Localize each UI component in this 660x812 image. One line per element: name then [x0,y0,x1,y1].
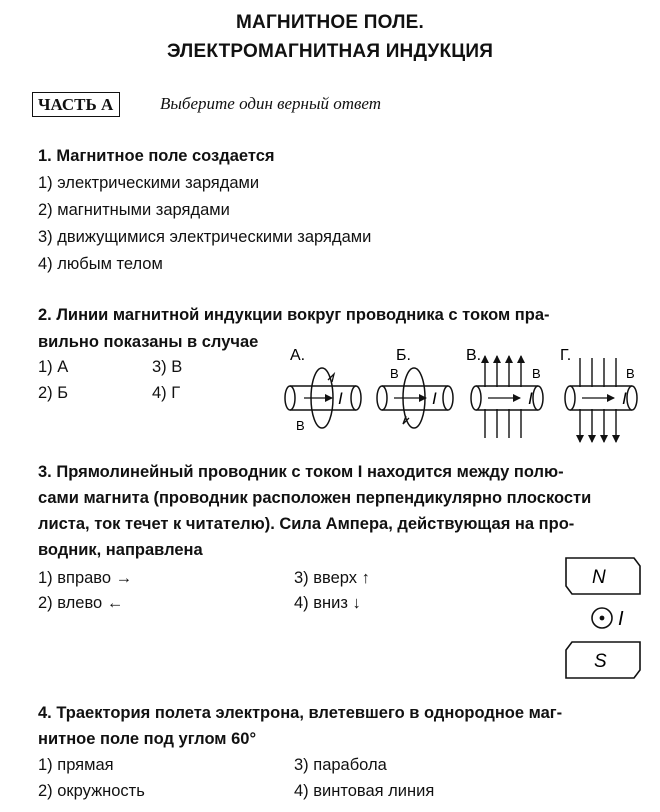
field-label-b: B [390,366,399,381]
north-label: N [592,567,606,588]
question-3-text-line1: 3. Прямолинейный проводник с током I находится между полю- [38,463,564,481]
magnet-figure [560,552,650,684]
page-title: МАГНИТНОЕ ПОЛЕ. [236,12,424,33]
q4-option-2[interactable]: 2) окружность [38,782,145,800]
q1-option-2[interactable]: 2) магнитными зарядами [38,201,230,219]
page-subtitle: ЭЛЕКТРОМАГНИТНАЯ ИНДУКЦИЯ [166,41,494,62]
field-label-a: B [296,418,305,433]
q2-figure [278,338,650,448]
part-label: ЧАСТЬ А [32,92,120,117]
current-label-c: I [528,389,533,408]
question-4-text-line2: нитное поле под углом 60° [38,730,257,748]
conductor-b [377,368,453,428]
q1-option-3[interactable]: 3) движущимися электрическими зарядами [38,228,372,246]
current-label-d: I [622,389,627,408]
q4-option-3[interactable]: 3) парабола [294,756,387,774]
panel-d-label: Г. [560,347,572,364]
q2-option-4[interactable]: 4) Г [152,384,181,402]
q2-option-2[interactable]: 2) Б [38,384,69,402]
q2-option-3[interactable]: 3) В [152,358,183,376]
question-2-text-line2: вильно показаны в случае [38,333,259,351]
q3-option-3[interactable]: 3) вверх ↑ [294,569,370,587]
q4-option-1[interactable]: 1) прямая [38,756,114,774]
question-3-text-line3: листа, ток течет к читателю). Сила Ампера, действующая на про- [38,515,575,533]
panel-b-label: Б. [396,347,411,364]
field-label-c: B [532,366,541,381]
current-label-b: I [432,389,437,408]
q3-option-1[interactable]: 1) вправо → [38,569,133,587]
question-3-text-line2: сами магнита (проводник расположен перпендикулярно плоскости [38,489,592,507]
question-3-text-line4: водник, направлена [38,541,203,559]
field-label-d: B [626,366,635,381]
question-2-text-line1: 2. Линии магнитной индукции вокруг проводника с током пра- [38,306,550,324]
question-4-text-line1: 4. Траектория полета электрона, влетевшего в однородное маг- [38,704,563,722]
q4-option-4[interactable]: 4) винтовая линия [294,782,435,800]
question-1-text: 1. Магнитное поле создается [38,147,275,165]
q1-option-4[interactable]: 4) любым телом [38,255,163,273]
q3-option-2[interactable]: 2) влево ← [38,594,124,612]
panel-a-label: А. [290,347,306,364]
q1-option-1[interactable]: 1) электрическими зарядами [38,174,260,192]
current-label-a: I [338,389,343,408]
part-instruction: Выберите один верный ответ [160,94,381,113]
south-label: S [594,651,607,672]
q3-option-4[interactable]: 4) вниз ↓ [294,594,361,612]
q2-option-1[interactable]: 1) А [38,358,69,376]
current-label-q3: I [618,608,624,630]
panel-c-label: В. [466,347,482,364]
